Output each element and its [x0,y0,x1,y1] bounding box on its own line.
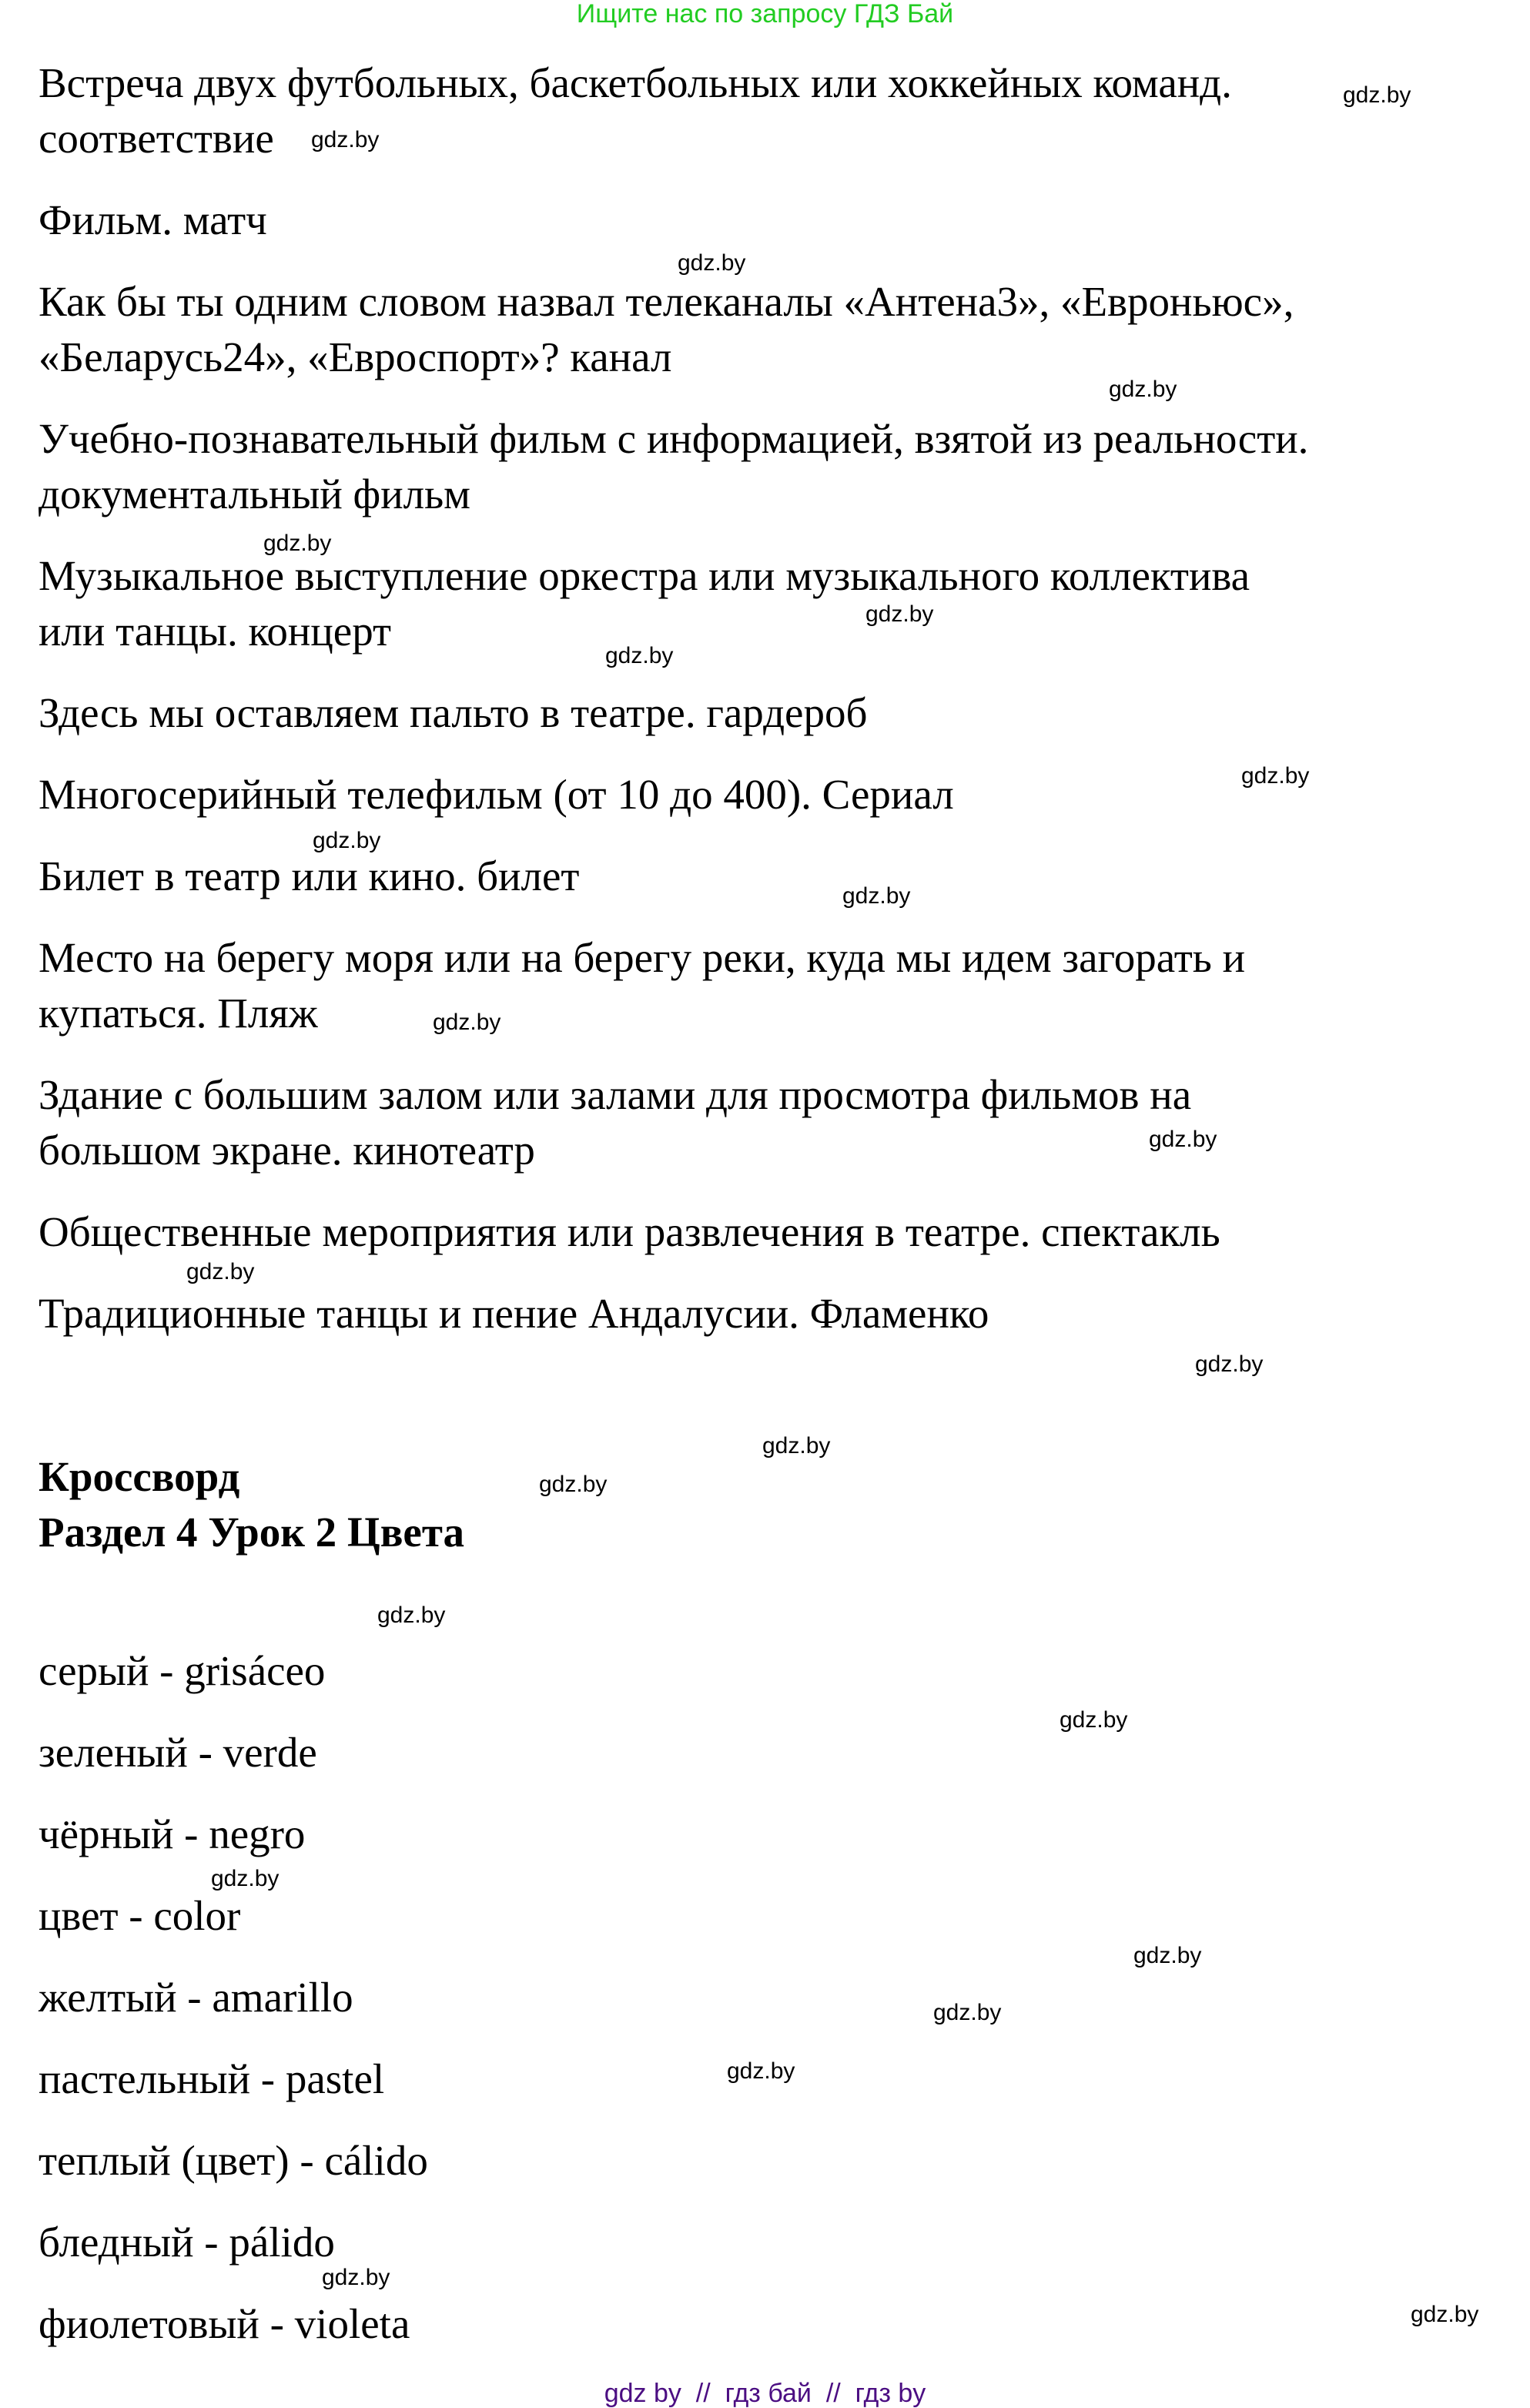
definition-line: Здание с большим залом или залами для просмотра фильмов на [39,1071,1192,1118]
watermark: gdz.by [313,828,381,853]
section-subtitle: Раздел 4 Урок 2 Цвета [39,1509,465,1556]
definition-line: Музыкальное выступление оркестра или музыкального коллектива [39,552,1250,599]
definition-line: «Беларусь24», «Евроспорт»? канал [39,333,672,380]
watermark: gdz.by [211,1866,280,1891]
watermark: gdz.by [605,643,674,668]
watermark: gdz.by [762,1433,831,1459]
definition-line: Место на берегу моря или на берегу реки, куда мы идем загорать и [39,934,1246,981]
definition-line: Здесь мы оставляем пальто в театре. гардероб [39,689,868,736]
definition-line: Билет в театр или кино. билет [39,852,580,899]
definition-line: Учебно-познавательный фильм с информацией, взятой из реальности. [39,415,1309,462]
vocabulary-item: фиолетовый - violeta [39,2300,410,2347]
watermark: gdz.by [842,883,911,909]
vocabulary-item: желтый - amarillo [39,1974,353,2021]
watermark: gdz.by [727,2058,795,2084]
vocabulary-item: серый - grisáceo [39,1647,326,1694]
search-banner: Ищите нас по запросу ГДЗ Бай [576,0,954,28]
watermark: gdz.by [377,1603,446,1628]
definition-line: Общественные мероприятия или развлечения в театре. спектакль [39,1208,1220,1255]
watermark: gdz.by [1149,1127,1217,1152]
watermark: gdz.by [1343,82,1411,108]
vocabulary-item: теплый (цвет) - cálido [39,2137,428,2184]
definition-line: Традиционные танцы и пение Андалусии. Фламенко [39,1290,989,1337]
vocabulary-item: чёрный - negro [39,1810,306,1857]
definition-line: купаться. Пляж [39,990,318,1037]
watermark: gdz.by [263,531,332,556]
watermark: gdz.by [1133,1943,1202,1968]
watermark: gdz.by [1109,377,1177,402]
watermark: gdz.by [322,2265,390,2290]
watermark: gdz.by [865,601,934,627]
watermark: gdz.by [186,1259,255,1284]
definition-line: документальный фильм [39,471,470,517]
watermark: gdz.by [433,1010,501,1035]
definition-line: Фильм. матч [39,196,267,243]
vocabulary-item: цвет - color [39,1892,241,1939]
definition-line: Встреча двух футбольных, баскетбольных или хоккейных команд. [39,59,1232,106]
definition-line: Как бы ты одним словом назвал телеканалы «Антена3», «Евроньюс», [39,278,1294,325]
watermark: gdz.by [539,1472,608,1497]
definition-line: или танцы. концерт [39,608,392,655]
watermark: gdz.by [1195,1351,1264,1377]
watermark: gdz.by [1411,2302,1479,2327]
watermark: gdz.by [933,2000,1002,2025]
definition-line: Многосерийный телефильм (от 10 до 400). Сериал [39,771,954,818]
watermark: gdz.by [1241,763,1310,789]
vocabulary-item: зеленый - verde [39,1729,317,1776]
footer-links: gdz by // гдз бай // гдз by [604,2379,926,2408]
section-title: Кроссворд [39,1453,240,1500]
vocabulary-item: пастельный - pastel [39,2055,385,2102]
definition-line: соответствие [39,115,274,162]
watermark: gdz.by [1060,1707,1128,1733]
watermark: gdz.by [678,250,746,276]
vocabulary-item: бледный - pálido [39,2219,335,2266]
definition-line: большом экране. кинотеатр [39,1127,535,1174]
watermark: gdz.by [311,127,380,152]
